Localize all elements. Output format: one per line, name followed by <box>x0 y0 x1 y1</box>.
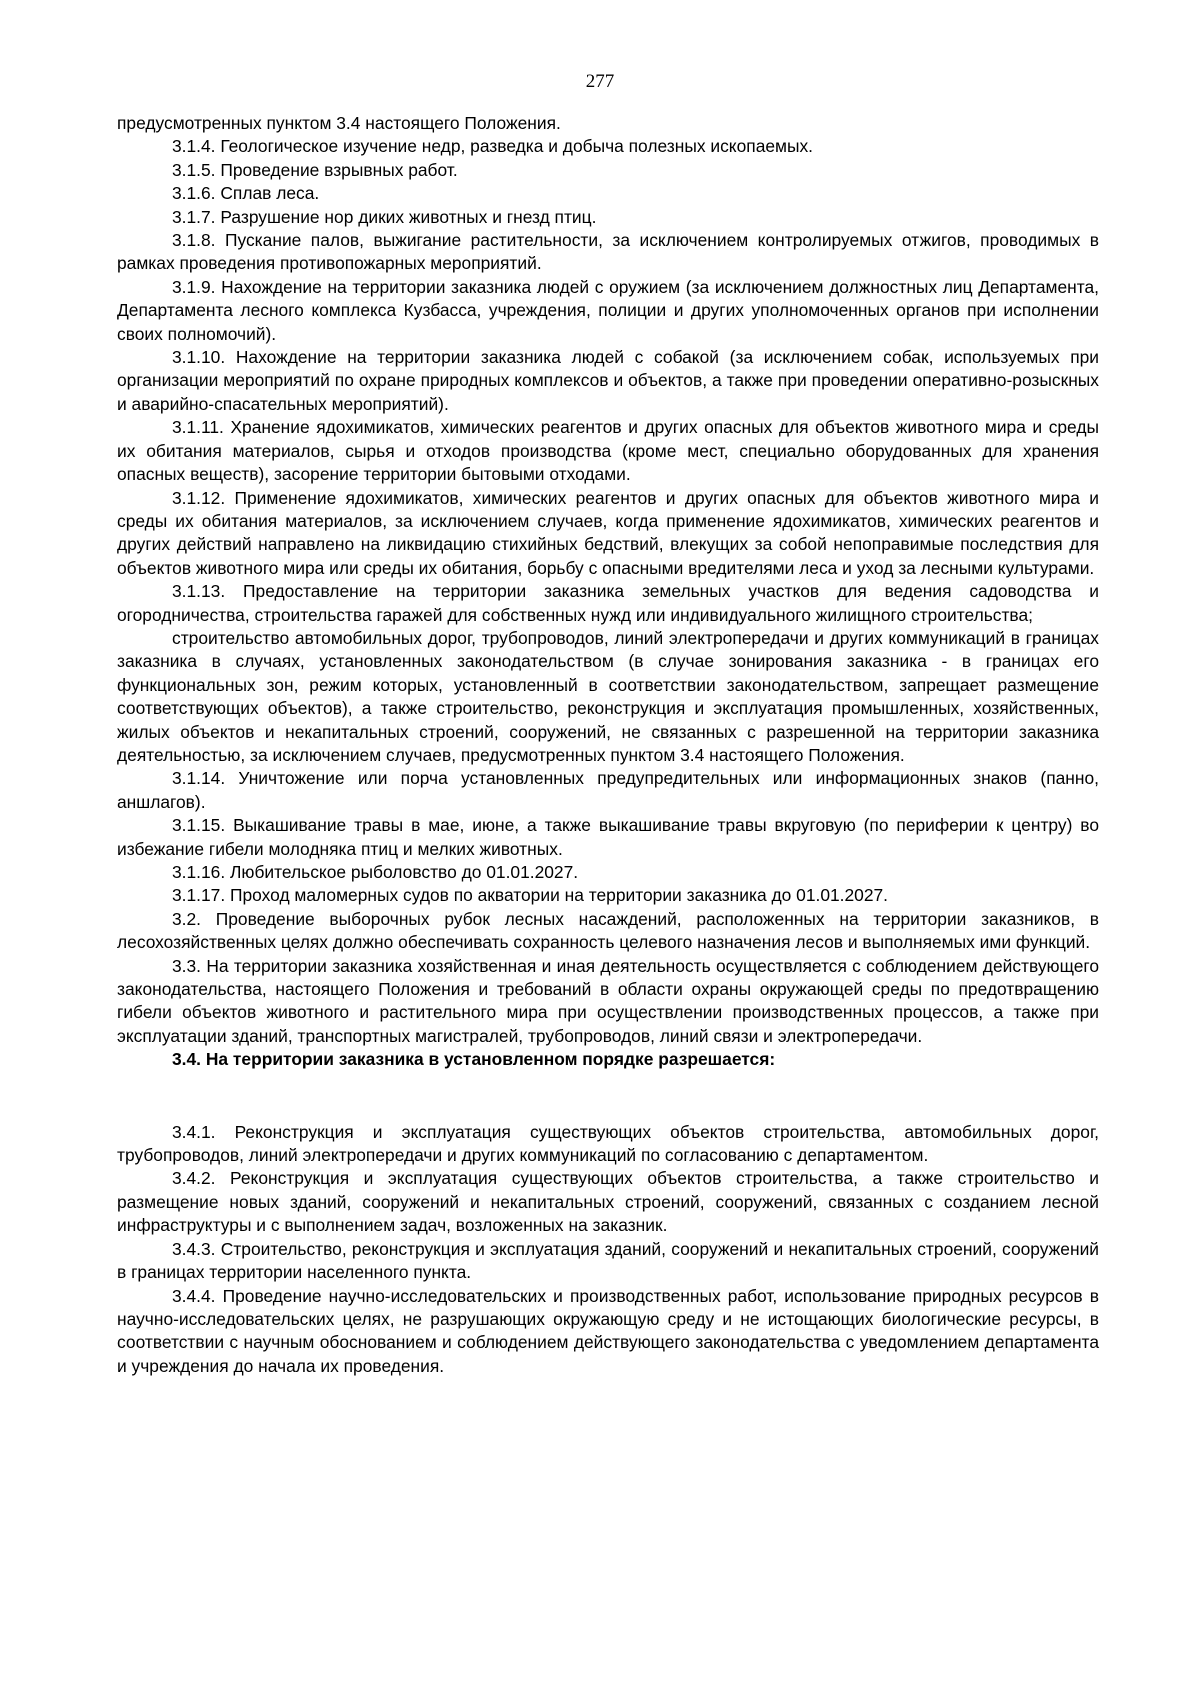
prohibitions-continued <box>117 112 1099 1048</box>
paragraph: 3.1.5. Проведение взрывных работ. <box>172 159 458 180</box>
paragraph: 3.4.3. Строительство, реконструкция и эксплуатация зданий, сооружений и некапитальных строений, сооружений в границах территории населенного пункта. <box>117 1238 1099 1283</box>
permitted-activities-list <box>117 1121 1099 1378</box>
paragraph: 3.4.1. Реконструкция и эксплуатация существующих объектов строительства, автомобильных дорог, трубопроводов, линий электропередачи и других коммуникаций по согласованию с департаментом. <box>117 1121 1099 1166</box>
paragraph: 3.2. Проведение выборочных рубок лесных насаждений, расположенных на территории заказников, в лесохозяйственных целях должно обеспечивать сохранность целевого назначения лесов и выполняемых ими функций. <box>117 908 1099 953</box>
paragraph: 3.1.7. Разрушение нор диких животных и гнезд птиц. <box>172 206 597 227</box>
page-number: 277 <box>585 71 615 92</box>
paragraph: 3.3. На территории заказника хозяйственная и иная деятельность осуществляется с соблюдением действующего законодательства, настоящего Положения и требований в области охраны окружающей среды по предотвращению гибели объектов животного и растительного мира при осуществлении производственных процессов, а также при эксплуатации зданий, транспортных магистралей, трубопроводов, линий связи и электропередачи. <box>117 955 1099 1046</box>
paragraph: 3.1.15. Выкашивание травы в мае, июне, а также выкашивание травы вкруговую (по периферии к центру) во избежание гибели молодняка птиц и мелких животных. <box>117 815 1099 859</box>
paragraph: 3.1.11. Хранение ядохимикатов, химических реагентов и других опасных для объектов животного мира и среды их обитания материалов, сырья и отходов производства (кроме мест, специально оборудованных для хранения опасных веществ), засорение территории бытовыми отходами. <box>117 417 1099 485</box>
paragraph: 3.4.4. Проведение научно-исследовательских и производственных работ, использование природных ресурсов в научно-исследовательских целях, не разрушающих окружающую среду и не истощающих биологические ресурсы, в соответствии с научным обоснованием и соблюдением действующего законодательства с уведомлением департамента и учреждения до начала их проведения. <box>117 1285 1099 1376</box>
paragraph: 3.4.2. Реконструкция и эксплуатация существующих объектов строительства, а также строительство и размещение новых зданий, сооружений и некапитальных строений, сооружений, связанных с созданием лесной инфраструктуры и с выполнением задач, возложенных на заказник. <box>117 1168 1099 1236</box>
paragraph: 3.1.16. Любительское рыболовство до 01.01.2027. <box>172 862 579 882</box>
paragraph: 3.1.14. Уничтожение или порча установленных предупредительных или информационных знаков (панно, аншлагов). <box>117 768 1099 812</box>
heading-spacer <box>117 1072 1099 1121</box>
paragraph: предусмотренных пунктом 3.4 настоящего Положения. <box>117 113 561 133</box>
paragraph: 3.1.6. Сплав леса. <box>172 183 320 204</box>
paragraph: 3.1.17. Проход маломерных судов по акватории на территории заказника до 01.01.2027. <box>172 885 889 906</box>
paragraph: 3.1.9. Нахождение на территории заказника людей с оружием (за исключением должностных лиц Департамента, Департамента лесного комплекса Кузбасса, учреждения, полиции и других уполномоченных органов при исполнении своих полномочий). <box>117 276 1099 344</box>
paragraph: 3.1.10. Нахождение на территории заказника людей с собакой (за исключением собак, используемых при организации мероприятий по охране природных комплексов и объектов, а также при проведении оперативно-розыскных и аварийно-спасательных мероприятий). <box>117 347 1099 414</box>
document-body <box>117 112 1099 1378</box>
paragraph: строительство автомобильных дорог, трубопроводов, линий электропередачи и других коммуникаций в границах заказника в случаях, установленных законодательством (в случае зонирования заказника - в границах его функциональных зон, режим которых, установленный в соответствии законодательством, запрещает размещение соответствующих объектов), а также строительство, реконструкция и эксплуатация промышленных, хозяйственных, жилых объектов и некапитальных строений, сооружений, не связанных с разрешенной на территории заказника деятельностью, за исключением случаев, предусмотренных пунктом 3.4 настоящего Положения. <box>117 627 1099 765</box>
section-heading: 3.4. На территории заказника в установленном порядке разрешается: <box>172 1049 776 1070</box>
paragraph: 3.1.4. Геологическое изучение недр, разведка и добыча полезных ископаемых. <box>172 136 814 157</box>
paragraph: 3.1.13. Предоставление на территории заказника земельных участков для ведения садоводства и огородничества, строительства гаражей для собственных нужд или индивидуального жилищного строительства; <box>117 581 1099 625</box>
paragraph: 3.1.12. Применение ядохимикатов, химических реагентов и других опасных для объектов животного мира и среды их обитания материалов, за исключением случаев, когда применение ядохимикатов, химических реагентов и других действий направлено на ликвидацию стихийных бедствий, влекущих за собой непоправимые последствия для объектов животного мира или среды их обитания, борьбу с опасными вредителями леса и уход за лесными культурами. <box>117 487 1099 578</box>
paragraph: 3.1.8. Пускание палов, выжигание растительности, за исключением контролируемых отжигов, проводимых в рамках проведения противопожарных мероприятий. <box>117 230 1099 274</box>
